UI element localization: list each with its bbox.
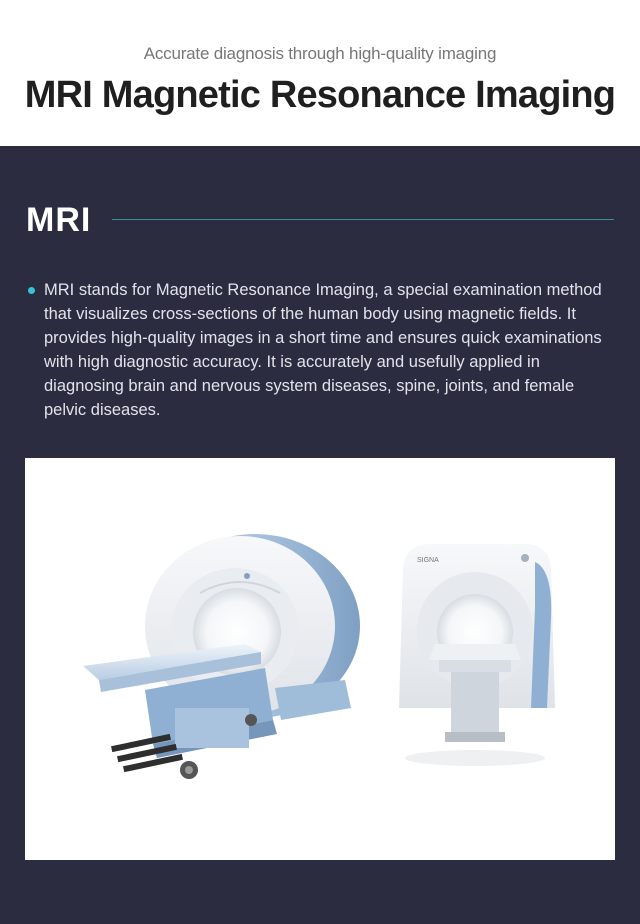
mri-scanner-right: [399, 544, 555, 766]
scanner-brand-label: SIGNA: [417, 557, 439, 564]
mri-section: [0, 146, 640, 924]
page-title: MRI Magnetic Resonance Imaging: [24, 74, 616, 116]
page-subtitle: Accurate diagnosis through high-quality imaging: [143, 44, 497, 63]
mri-scanners-illustration: [25, 458, 615, 860]
page-header: [0, 0, 640, 146]
mri-machines-image: [25, 458, 615, 860]
heading-divider: [112, 219, 614, 220]
section-heading: MRI: [26, 201, 92, 239]
mri-scanner-left: [83, 534, 360, 779]
mri-description: MRI stands for Magnetic Resonance Imaging, a special examination method that visualizes cross-sections of the human body using magnetic fields. It provides high-quality images in a short time and ensures quick examinations with high diagnostic accuracy. It is accurately and usefully applied in diagnosing brain and nervous system diseases, spine, joints, and female pelvic diseases.: [44, 281, 602, 419]
bullet-icon: [28, 287, 35, 294]
